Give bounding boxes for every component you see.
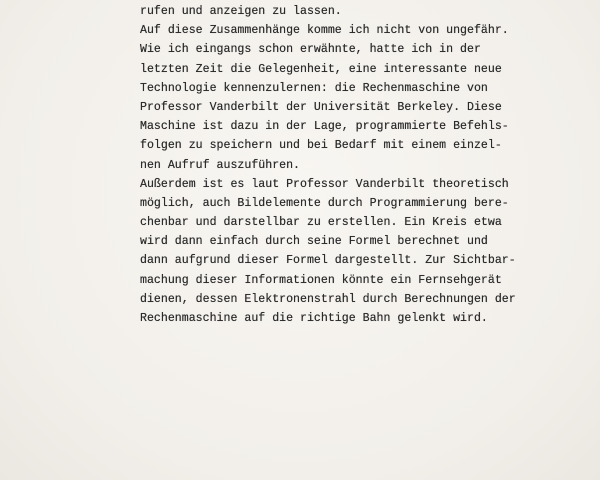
text-line-14: dann aufgrund dieser Formel dargestellt. Zur Sichtbar- [140,254,516,268]
text-line-11: möglich, auch Bildelemente durch Programmierung bere- [140,196,509,210]
typewritten-text-body [140,2,580,328]
text-line-6: Professor Vanderbilt der Universität Berkeley. Diese [140,100,502,114]
text-line-2: Auf diese Zusammenhänge komme ich nicht von ungefähr. [140,24,509,38]
text-line-5: Technologie kennenzulernen: die Rechenmaschine von [140,81,488,95]
text-line-17: Rechenmaschine auf die richtige Bahn gelenkt wird. [140,312,488,325]
text-line-9: nen Aufruf auszuführen. [140,158,301,172]
text-line-7: Maschine ist dazu in der Lage, programmierte Befehls- [140,120,509,134]
text-line-4: letzten Zeit die Gelegenheit, eine interessante neue [140,62,502,76]
text-line-13: wird dann einfach durch seine Formel berechnet und [140,235,488,249]
text-line-12: chenbar und darstellbar zu erstellen. Ein Kreis etwa [140,216,502,230]
text-line-10: Außerdem ist es laut Professor Vanderbilt theoretisch [140,177,509,191]
text-line-1: rufen und anzeigen zu lassen. [140,5,342,18]
text-line-16: dienen, dessen Elektronenstrahl durch Berechnungen der [140,292,516,306]
text-line-15: machung dieser Informationen könnte ein Fernsehgerät [140,273,502,287]
text-line-3: Wie ich eingangs schon erwähnte, hatte ich in der [140,43,481,57]
text-line-8: folgen zu speichern und bei Bedarf mit einem einzel- [140,139,502,153]
